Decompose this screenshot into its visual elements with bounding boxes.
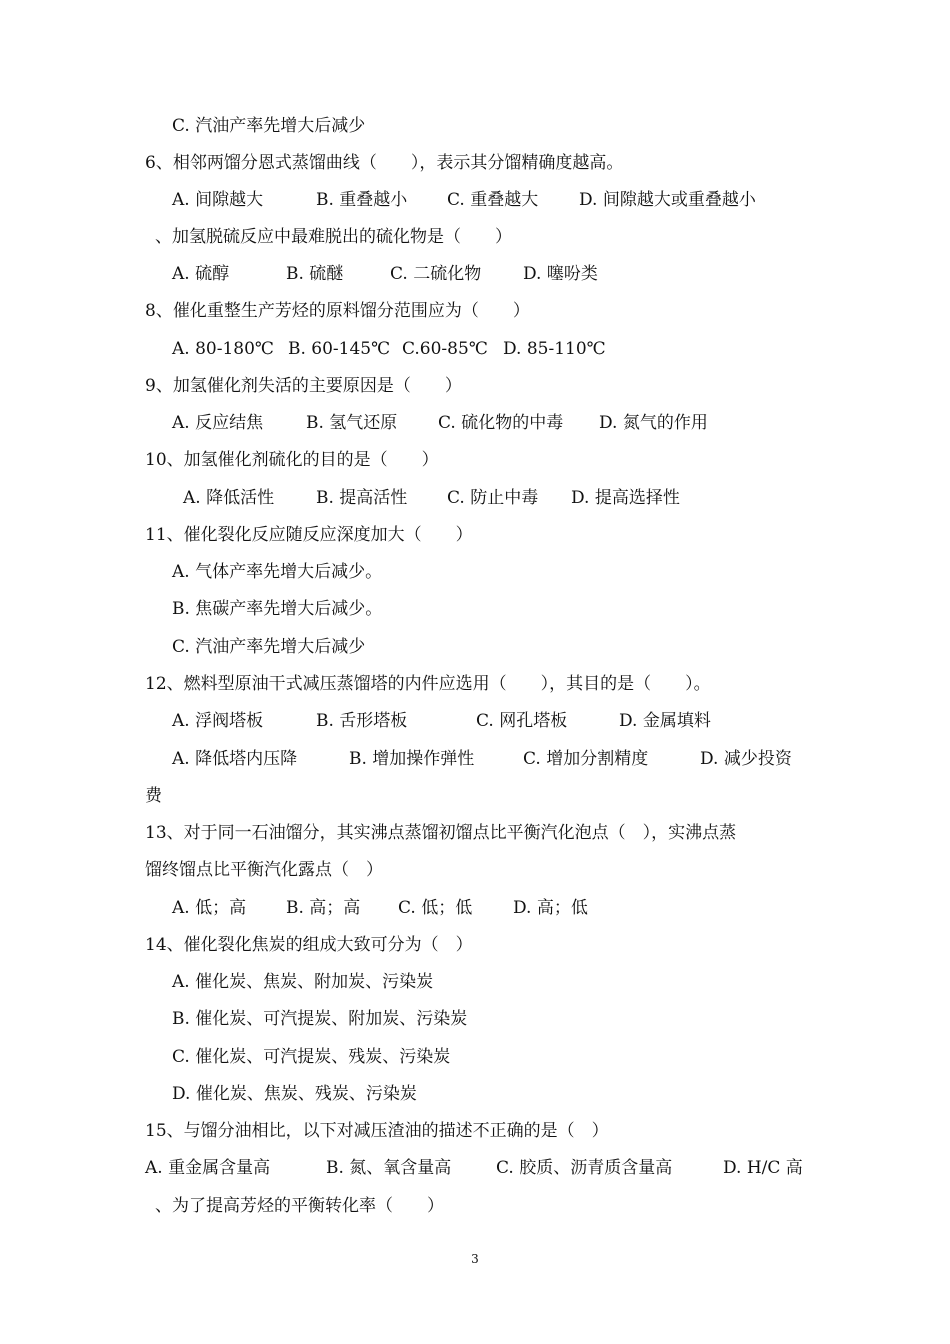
question-13-wrap: 馏终馏点比平衡汽化露点（ ）: [145, 860, 383, 880]
option-13d: D. 高；低: [513, 898, 588, 918]
question-12: 12、燃料型原油干式减压蒸馏塔的内件应选用（ ），其目的是（ ）。: [145, 674, 711, 694]
option-13c: C. 低；低: [398, 898, 473, 918]
option-8b: B. 60-145℃: [288, 339, 391, 359]
question-13: 13、对于同一石油馏分，其实沸点蒸馏初馏点比平衡汽化泡点（ ），实沸点蒸: [145, 823, 737, 843]
option-12d2-wrap: 费: [145, 786, 162, 806]
option-9c: C. 硫化物的中毒: [438, 413, 564, 433]
option-12c: C. 网孔塔板: [476, 711, 568, 731]
option-7b: B. 硫醚: [286, 264, 344, 284]
option-9a: A. 反应结焦: [172, 413, 264, 433]
question-11: 11、催化裂化反应随反应深度加大（ ）: [145, 525, 473, 545]
option-13a: A. 低；高: [172, 898, 247, 918]
question-10: 10、加氢催化剂硫化的目的是（ ）: [145, 450, 439, 470]
option-15a: A. 重金属含量高: [145, 1158, 271, 1178]
question-15: 15、与馏分油相比，以下对减压渣油的描述不正确的是（ ）: [145, 1121, 609, 1141]
option-11a: A. 气体产率先增大后减少。: [172, 562, 383, 582]
option-10d: D. 提高选择性: [571, 488, 680, 508]
option-8d: D. 85-110℃: [503, 339, 606, 359]
option-11b: B. 焦碳产率先增大后减少。: [172, 599, 383, 619]
option-7d: D. 噻吩类: [523, 264, 598, 284]
option-12b: B. 舌形塔板: [316, 711, 408, 731]
option-13b: B. 高；高: [286, 898, 361, 918]
option-12d: D. 金属填料: [619, 711, 711, 731]
option-8a: A. 80-180℃: [172, 339, 274, 359]
option-7a: A. 硫醇: [172, 264, 230, 284]
question-6: 6、相邻两馏分恩式蒸馏曲线（ ），表示其分馏精确度越高。: [145, 153, 624, 173]
question-16: 、为了提高芳烃的平衡转化率（ ）: [155, 1196, 444, 1216]
option-12a2: A. 降低塔内压降: [172, 749, 298, 769]
question-7: 、加氢脱硫反应中最难脱出的硫化物是（ ）: [155, 227, 512, 247]
option-5c: C. 汽油产率先增大后减少: [172, 116, 366, 136]
option-15b: B. 氮、氧含量高: [326, 1158, 452, 1178]
option-12d2: D. 减少投资: [700, 749, 792, 769]
option-10c: C. 防止中毒: [447, 488, 539, 508]
option-6a: A. 间隙越大: [172, 190, 264, 210]
option-15d: D. H/C 高: [723, 1158, 803, 1178]
option-10b: B. 提高活性: [316, 488, 408, 508]
option-14d: D. 催化炭、焦炭、残炭、污染炭: [172, 1084, 417, 1104]
option-12c2: C. 增加分割精度: [523, 749, 649, 769]
option-14a: A. 催化炭、焦炭、附加炭、污染炭: [172, 972, 434, 992]
question-14: 14、催化裂化焦炭的组成大致可分为（ ）: [145, 935, 473, 955]
option-7c: C. 二硫化物: [390, 264, 482, 284]
option-6b: B. 重叠越小: [316, 190, 408, 210]
page-number: 3: [471, 1252, 479, 1266]
option-9b: B. 氢气还原: [306, 413, 398, 433]
option-14b: B. 催化炭、可汽提炭、附加炭、污染炭: [172, 1009, 468, 1029]
question-9: 9、加氢催化剂失活的主要原因是（ ）: [145, 376, 462, 396]
option-12a: A. 浮阀塔板: [172, 711, 264, 731]
option-12b2: B. 增加操作弹性: [349, 749, 475, 769]
option-10a: A. 降低活性: [183, 488, 275, 508]
option-6c: C. 重叠越大: [447, 190, 539, 210]
option-14c: C. 催化炭、可汽提炭、残炭、污染炭: [172, 1047, 451, 1067]
question-8: 8、催化重整生产芳烃的原料馏分范围应为（ ）: [145, 301, 530, 321]
option-15c: C. 胶质、沥青质含量高: [496, 1158, 673, 1178]
option-8c: C.60-85℃: [402, 339, 488, 359]
option-11c: C. 汽油产率先增大后减少: [172, 637, 366, 657]
option-6d: D. 间隙越大或重叠越小: [579, 190, 756, 210]
option-9d: D. 氮气的作用: [599, 413, 708, 433]
